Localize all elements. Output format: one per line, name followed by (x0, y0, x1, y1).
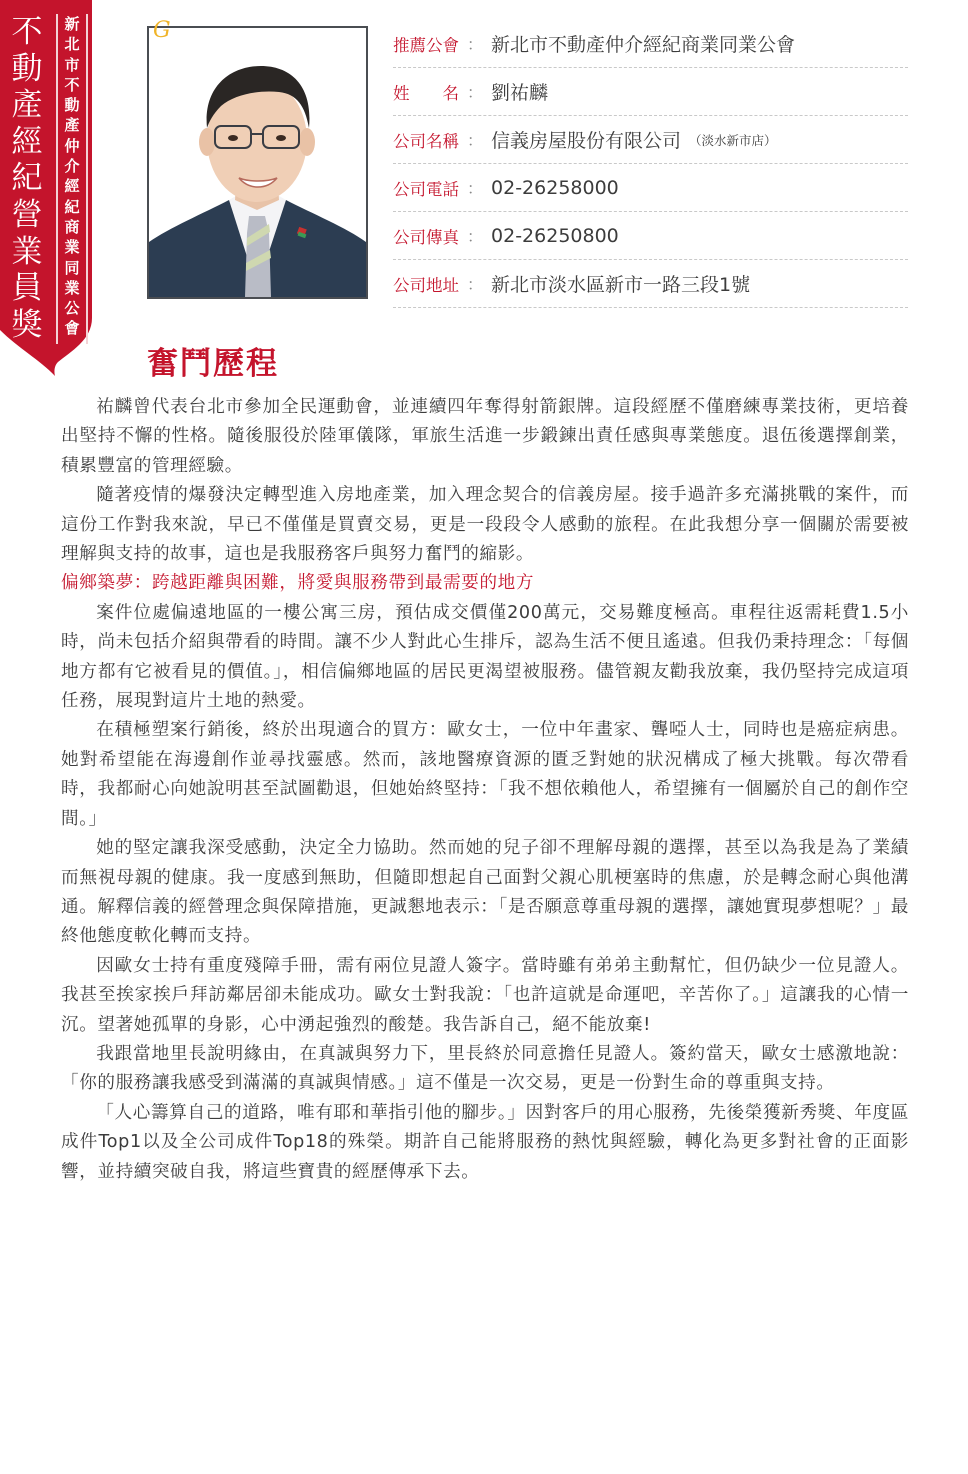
banner-subtitle: 新北市不動產仲介經紀商業同業公會 (64, 15, 80, 338)
branch-note: （淡水新市店） (689, 132, 777, 148)
info-label: 公司地址 (393, 275, 459, 295)
info-colon: ： (467, 83, 484, 102)
award-banner (0, 0, 92, 376)
story-paragraph: 隨著疫情的爆發決定轉型進入房地產業，加入理念契合的信義房屋。接手過許多充滿挑戰的案件，而這份工作對我來說，早已不僅僅是買賣交易，更是一段段令人感動的旅程。在此我想分享一個關於需要被理解與支持的故事，這也是我服務客戶與努力奮鬥的縮影。 (61, 485, 909, 565)
info-label: 公司傳真 (393, 227, 459, 247)
story-paragraph: 因歐女士持有重度殘障手冊，需有兩位見證人簽字。當時雖有弟弟主動幫忙，但仍缺少一位見證人。我甚至挨家挨戶拜訪鄰居卻未能成功。歐女士對我說：「也許這就是命運吧，辛苦你了。」這讓我的心情一沉。望著她孤單的身影，心中湧起強烈的酸楚。我告訴自己，絕不能放棄! (61, 955, 909, 1035)
info-colon: ： (467, 275, 484, 294)
story-subheading: 偏鄉築夢：跨越距離與困難，將愛與服務帶到最需要的地方 (61, 573, 535, 594)
info-row-association (393, 20, 908, 68)
info-label: 公司電話 (393, 179, 459, 199)
banner-title: 不動產經紀營業員獎 (11, 14, 43, 343)
info-value: 新北市不動產仲介經紀商業同業公會 (491, 34, 796, 56)
story-body (61, 393, 909, 1187)
story-paragraph: 我跟當地里長說明緣由，在真誠與努力下，里長終於同意擔任見證人。簽約當天，歐女士感激地說：「你的服務讓我感受到滿滿的真誠與情感。」這不僅是一次交易，更是一份對生命的尊重與支持。 (61, 1043, 909, 1094)
info-colon: ： (467, 35, 484, 54)
info-colon: ： (467, 131, 484, 150)
story-paragraph: 在積極塑案行銷後，終於出現適合的買方：歐女士，一位中年畫家、聾啞人士，同時也是癌症病患。她對希望能在海邊創作並尋找靈感。然而，該地醫療資源的匱乏對她的狀況構成了極大挑戰。每次帶看時，我都耐心向她說明甚至試圖勸退，但她始終堅持：「我不想依賴他人，希望擁有一個屬於自己的創作空間。」 (61, 720, 909, 829)
info-row-name (393, 68, 908, 116)
info-label: 公司名稱 (393, 131, 459, 151)
profile-info-table (393, 20, 908, 308)
story-paragraph: 「人心籌算自己的道路，唯有耶和華指引他的腳步。」因對客戶的用心服務，先後榮獲新秀獎、年度區成件Top1以及全公司成件Top18的殊榮。期許自己能將服務的熱忱與經驗，轉化為更多對社會的正面影響，並持續突破自我，將這些寶貴的經歷傳承下去。 (61, 1102, 909, 1182)
banner-divider-right (86, 14, 88, 344)
photo-corner-mark: G (153, 18, 171, 43)
info-colon: ： (467, 179, 484, 198)
info-value: 新北市淡水區新市一路三段1號 (491, 274, 751, 296)
info-row-address (393, 260, 908, 308)
story-paragraph: 案件位處偏遠地區的一樓公寓三房，預估成交價僅200萬元，交易難度極高。車程往返需耗費1.5小時，尚未包括介紹與帶看的時間。讓不少人對此心生排斥，認為生活不便且遙遠。但我仍秉持理念：「每個地方都有它被看見的價值。」，相信偏鄉地區的居民更渴望被服務。儘管親友勸我放棄，我仍堅持完成這項任務，展現對這片土地的熱愛。 (61, 602, 909, 712)
profile-photo (147, 26, 368, 299)
info-value: 02-26258000 (491, 176, 619, 199)
info-row-phone (393, 164, 908, 212)
portrait-image (149, 28, 366, 297)
section-title: 奮鬥歷程 (147, 346, 279, 382)
story-paragraph: 她的堅定讓我深受感動，決定全力協助。然而她的兒子卻不理解母親的選擇，甚至以為我是為了業績而無視母親的健康。我一度感到無助，但隨即想起自己面對父親心肌梗塞時的焦慮，於是轉念耐心與他溝通。解釋信義的經營理念與保障措施，更誠懇地表示：「是否願意尊重母親的選擇，讓她實現夢想呢？」最終他態度軟化轉而支持。 (61, 838, 909, 947)
info-value: 02-26250800 (491, 224, 619, 247)
info-row-fax (393, 212, 908, 260)
info-value: 信義房屋股份有限公司 (491, 130, 682, 152)
info-label: 推薦公會 (393, 35, 459, 55)
story-paragraph: 祐麟曾代表台北市參加全民運動會，並連續四年奪得射箭銀牌。這段經歷不僅磨練專業技術，更培養出堅持不懈的性格。隨後服役於陸軍儀隊，軍旅生活進一步鍛鍊出責任感與專業態度。退伍後選擇創業，積累豐富的管理經驗。 (61, 397, 909, 476)
info-colon: ： (467, 227, 484, 246)
info-value: 劉祐麟 (491, 82, 549, 104)
info-label: 姓 名 (393, 83, 459, 103)
info-row-company (393, 116, 908, 164)
